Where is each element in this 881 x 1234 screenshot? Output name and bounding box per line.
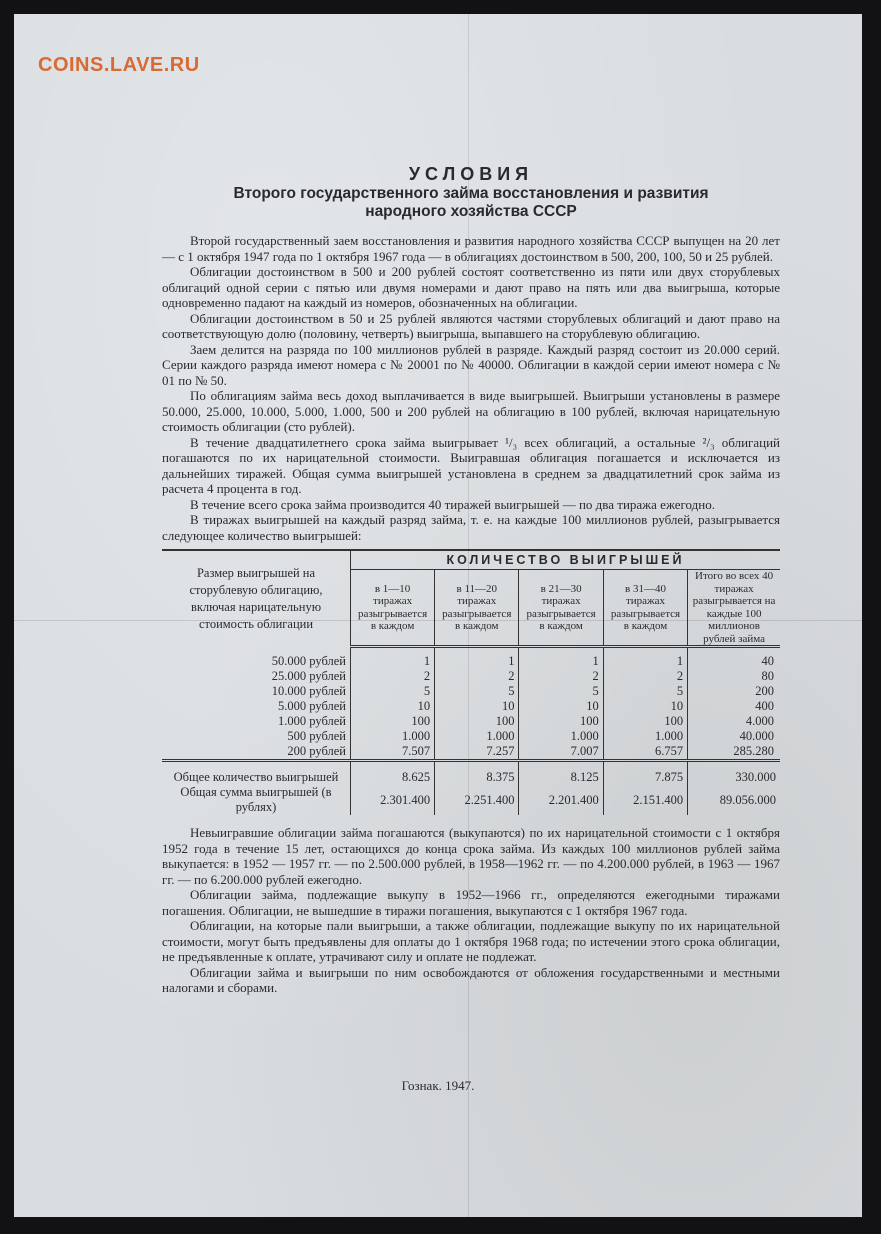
prize-table	[162, 549, 780, 815]
prize-count-cell: 2	[351, 669, 435, 684]
paragraph: Заем делится на разряда по 100 миллионов рублей в разряде. Каждый разряд состоит из 20.000 серий. Серии каждого разряда имеют номера с № 20001 по № 40000. Облигации в каждой серии имеют номера с № 01 по № 50.	[162, 341, 780, 388]
paragraph: По облигациям займа весь доход выплачивается в виде выигрышей. Выигрыши установлены в размере 50.000, 25.000, 10.000, 5.000, 1.000, 500 и 200 рублей на облигацию в 100 рублей, включая нарицательную стоимость облигации (сто рублей).	[162, 388, 780, 434]
paragraph: Облигации займа и выигрыши по ним освобождаются от обложения государственными и местными налогами и сборами.	[162, 964, 780, 995]
totals-value-cell: 8.125	[519, 761, 603, 786]
prize-count-cell: 10	[435, 699, 519, 714]
prize-count-cell: 80	[761, 669, 774, 683]
prize-count-cell: 1.000	[435, 729, 519, 744]
prize-count-cell: 1	[435, 654, 519, 669]
totals-value-cell: 2.251.400	[435, 785, 519, 815]
document-title: УСЛОВИЯ	[408, 164, 534, 184]
printer-imprint: Гознак. 1947.	[401, 1078, 475, 1093]
prize-count-cell: 100	[435, 714, 519, 729]
paragraph: Облигации, на которые пали выигрыши, а также облигации, подлежащие выкупу по их нарицательной стоимости, могут быть предъявлены для оплаты до 1 октября 1968 года; по истечении этого срока облигации, не предъявленные к оплате, утрачивают силу и оплате не подлежат.	[162, 918, 780, 964]
subtitle-line-2: народного хозяйства СССР	[365, 203, 577, 220]
prize-count-cell: 2	[603, 669, 687, 684]
prize-count-cell: 7.257	[435, 744, 519, 761]
table-row	[162, 729, 780, 744]
prize-count-cell: 1.000	[603, 729, 687, 744]
draws-1-10-header: в 1—10 тиражах разыгрывается в каждом	[351, 570, 435, 647]
totals-value-cell: 8.375	[435, 761, 519, 786]
paragraph: Невыигравшие облигации займа погашаются (выкупаются) по их нарицательной стоимости с 1 октября 1952 года в течение 15 лет, остающихся до конца срока займа. Из каждых 100 миллионов рублей займа выкупается: в 1952 — 1957 гг. — по 2.500.000 рублей, в 1958—1962 гг. — по 4.200.000 рублей, в 1963 — 1967 гг. — по 6.200.000 рублей ежегодно.	[162, 825, 780, 887]
table-row	[162, 699, 780, 714]
prize-count-cell: 1	[603, 654, 687, 669]
totals-row	[162, 761, 780, 786]
prize-count-cell: 1.000	[351, 729, 435, 744]
watermark: COINS.LAVE.RU	[38, 54, 200, 76]
prize-count-cell: 1.000	[519, 729, 603, 744]
prize-count-header: КОЛИЧЕСТВО ВЫИГРЫШЕЙ	[351, 550, 781, 570]
document-sheet	[14, 14, 862, 1217]
totals-value-cell: 7.875	[603, 761, 687, 786]
table-row	[162, 714, 780, 729]
prize-count-cell: 100	[351, 714, 435, 729]
prize-size-cell: 200 рублей	[162, 744, 351, 761]
totals-row	[162, 785, 780, 815]
prize-count-cell: 1	[351, 654, 435, 669]
prize-count-cell: 4.000	[745, 714, 774, 728]
totals-value-cell: 8.625	[351, 761, 435, 786]
draws-31-40-header: в 31—40 тиражах разыгрывается в каждом	[603, 570, 687, 647]
paragraph: В течение двадцатилетнего срока займа выигрывает ¹/₃ всех облигаций, а остальные ²/₃ облигаций погашаются по их нарицательной стоимости. Выигравшая облигация погашается и исключается из дальнейших тиражей. Общая сумма выигрышей установлена в среднем за двадцатилетний срок займа из расчета 4 процента в год.	[162, 434, 780, 496]
table-row	[162, 654, 780, 669]
paragraph: Второй государственный заем восстановления и развития народного хозяйства СССР выпущен на 20 лет — с 1 октября 1947 года по 1 октября 1967 года — в облигациях достоинством в 500, 200, 100, 50 и 25 рублей.	[162, 233, 780, 264]
draws-total-header: Итого во всех 40 тиражах разыгрывается на каждые 100 миллионов рублей займа	[688, 570, 780, 647]
table-spacer	[162, 647, 780, 655]
prize-count-cell: 400	[755, 699, 774, 713]
paragraph: В течение всего срока займа производится 40 тиражей выигрышей — по два тиража ежегодно.	[190, 496, 715, 512]
paragraph: Облигации займа, подлежащие выкупу в 1952—1966 гг., определяются ежегодными тиражами погашения. Облигации, не вышедшие в тиражи погашения, выкупаются с 1 октября 1967 года.	[162, 887, 780, 918]
prize-size-cell: 10.000 рублей	[162, 684, 351, 699]
table-row	[162, 684, 780, 699]
prize-count-cell: 2	[435, 669, 519, 684]
prize-count-cell: 7.007	[519, 744, 603, 761]
prize-count-cell: 285.280	[733, 744, 774, 758]
prize-count-cell: 40.000	[739, 729, 774, 743]
prize-count-cell: 100	[603, 714, 687, 729]
prize-count-cell: 5	[435, 684, 519, 699]
draws-11-20-header: в 11—20 тиражах разыгрывается в каждом	[435, 570, 519, 647]
totals-value-cell: 2.301.400	[351, 785, 435, 815]
prize-size-cell: 50.000 рублей	[162, 654, 351, 669]
prize-count-cell: 1	[519, 654, 603, 669]
prize-count-cell: 200	[755, 684, 774, 698]
prize-size-cell: 5.000 рублей	[162, 699, 351, 714]
totals-label-cell: Общее количество выигрышей	[162, 761, 351, 786]
prize-count-cell: 6.757	[603, 744, 687, 761]
prize-count-cell: 10	[351, 699, 435, 714]
prize-count-cell: 10	[519, 699, 603, 714]
document-body	[162, 164, 780, 996]
prize-count-cell: 5	[519, 684, 603, 699]
prize-size-header: Размер выигрышей на сторублевую облигацию, включая нарицательную стоимость облигации	[162, 550, 351, 647]
totals-value-cell: 2.151.400	[603, 785, 687, 815]
prize-size-cell: 500 рублей	[162, 729, 351, 744]
prize-count-cell: 2	[519, 669, 603, 684]
prize-count-cell: 40	[761, 654, 774, 668]
totals-value-cell: 89.056.000	[719, 792, 776, 807]
draws-21-30-header: в 21—30 тиражах разыгрывается в каждом	[519, 570, 603, 647]
paragraph: Облигации достоинством в 50 и 25 рублей являются частями сторублевых облигаций и дают право на соответствующую долю (половину, четверть) выигрыша, выпавшего на сторублевую облигацию.	[162, 310, 780, 341]
prize-size-cell: 1.000 рублей	[162, 714, 351, 729]
prize-count-cell: 7.507	[351, 744, 435, 761]
prize-count-cell: 100	[519, 714, 603, 729]
totals-label-cell: Общая сумма выигрышей (в рублях)	[162, 785, 351, 815]
prize-count-cell: 5	[351, 684, 435, 699]
table-row	[162, 744, 780, 761]
totals-value-cell: 2.201.400	[519, 785, 603, 815]
totals-value-cell: 330.000	[688, 761, 780, 786]
prize-size-cell: 25.000 рублей	[162, 669, 351, 684]
prize-count-cell: 10	[603, 699, 687, 714]
document-subtitle	[162, 185, 780, 221]
table-row	[162, 669, 780, 684]
paragraph: В тиражах выигрышей на каждый разряд займа, т. е. на каждые 100 миллионов рублей, разыгрывается следующее количество выигрышей:	[162, 512, 780, 543]
paragraph: Облигации достоинством в 500 и 200 рублей состоят соответственно из пяти или двух сторублевых облигаций одной серии с пятью или двумя номерами и дают право на пять или два выигрыша, которые одновременно падают на каждый из номеров, обозначенных на облигации.	[162, 264, 780, 310]
subtitle-line-1: Второго государственного займа восстановления и развития	[233, 185, 709, 202]
prize-table-body	[162, 647, 780, 816]
prize-count-cell: 5	[603, 684, 687, 699]
